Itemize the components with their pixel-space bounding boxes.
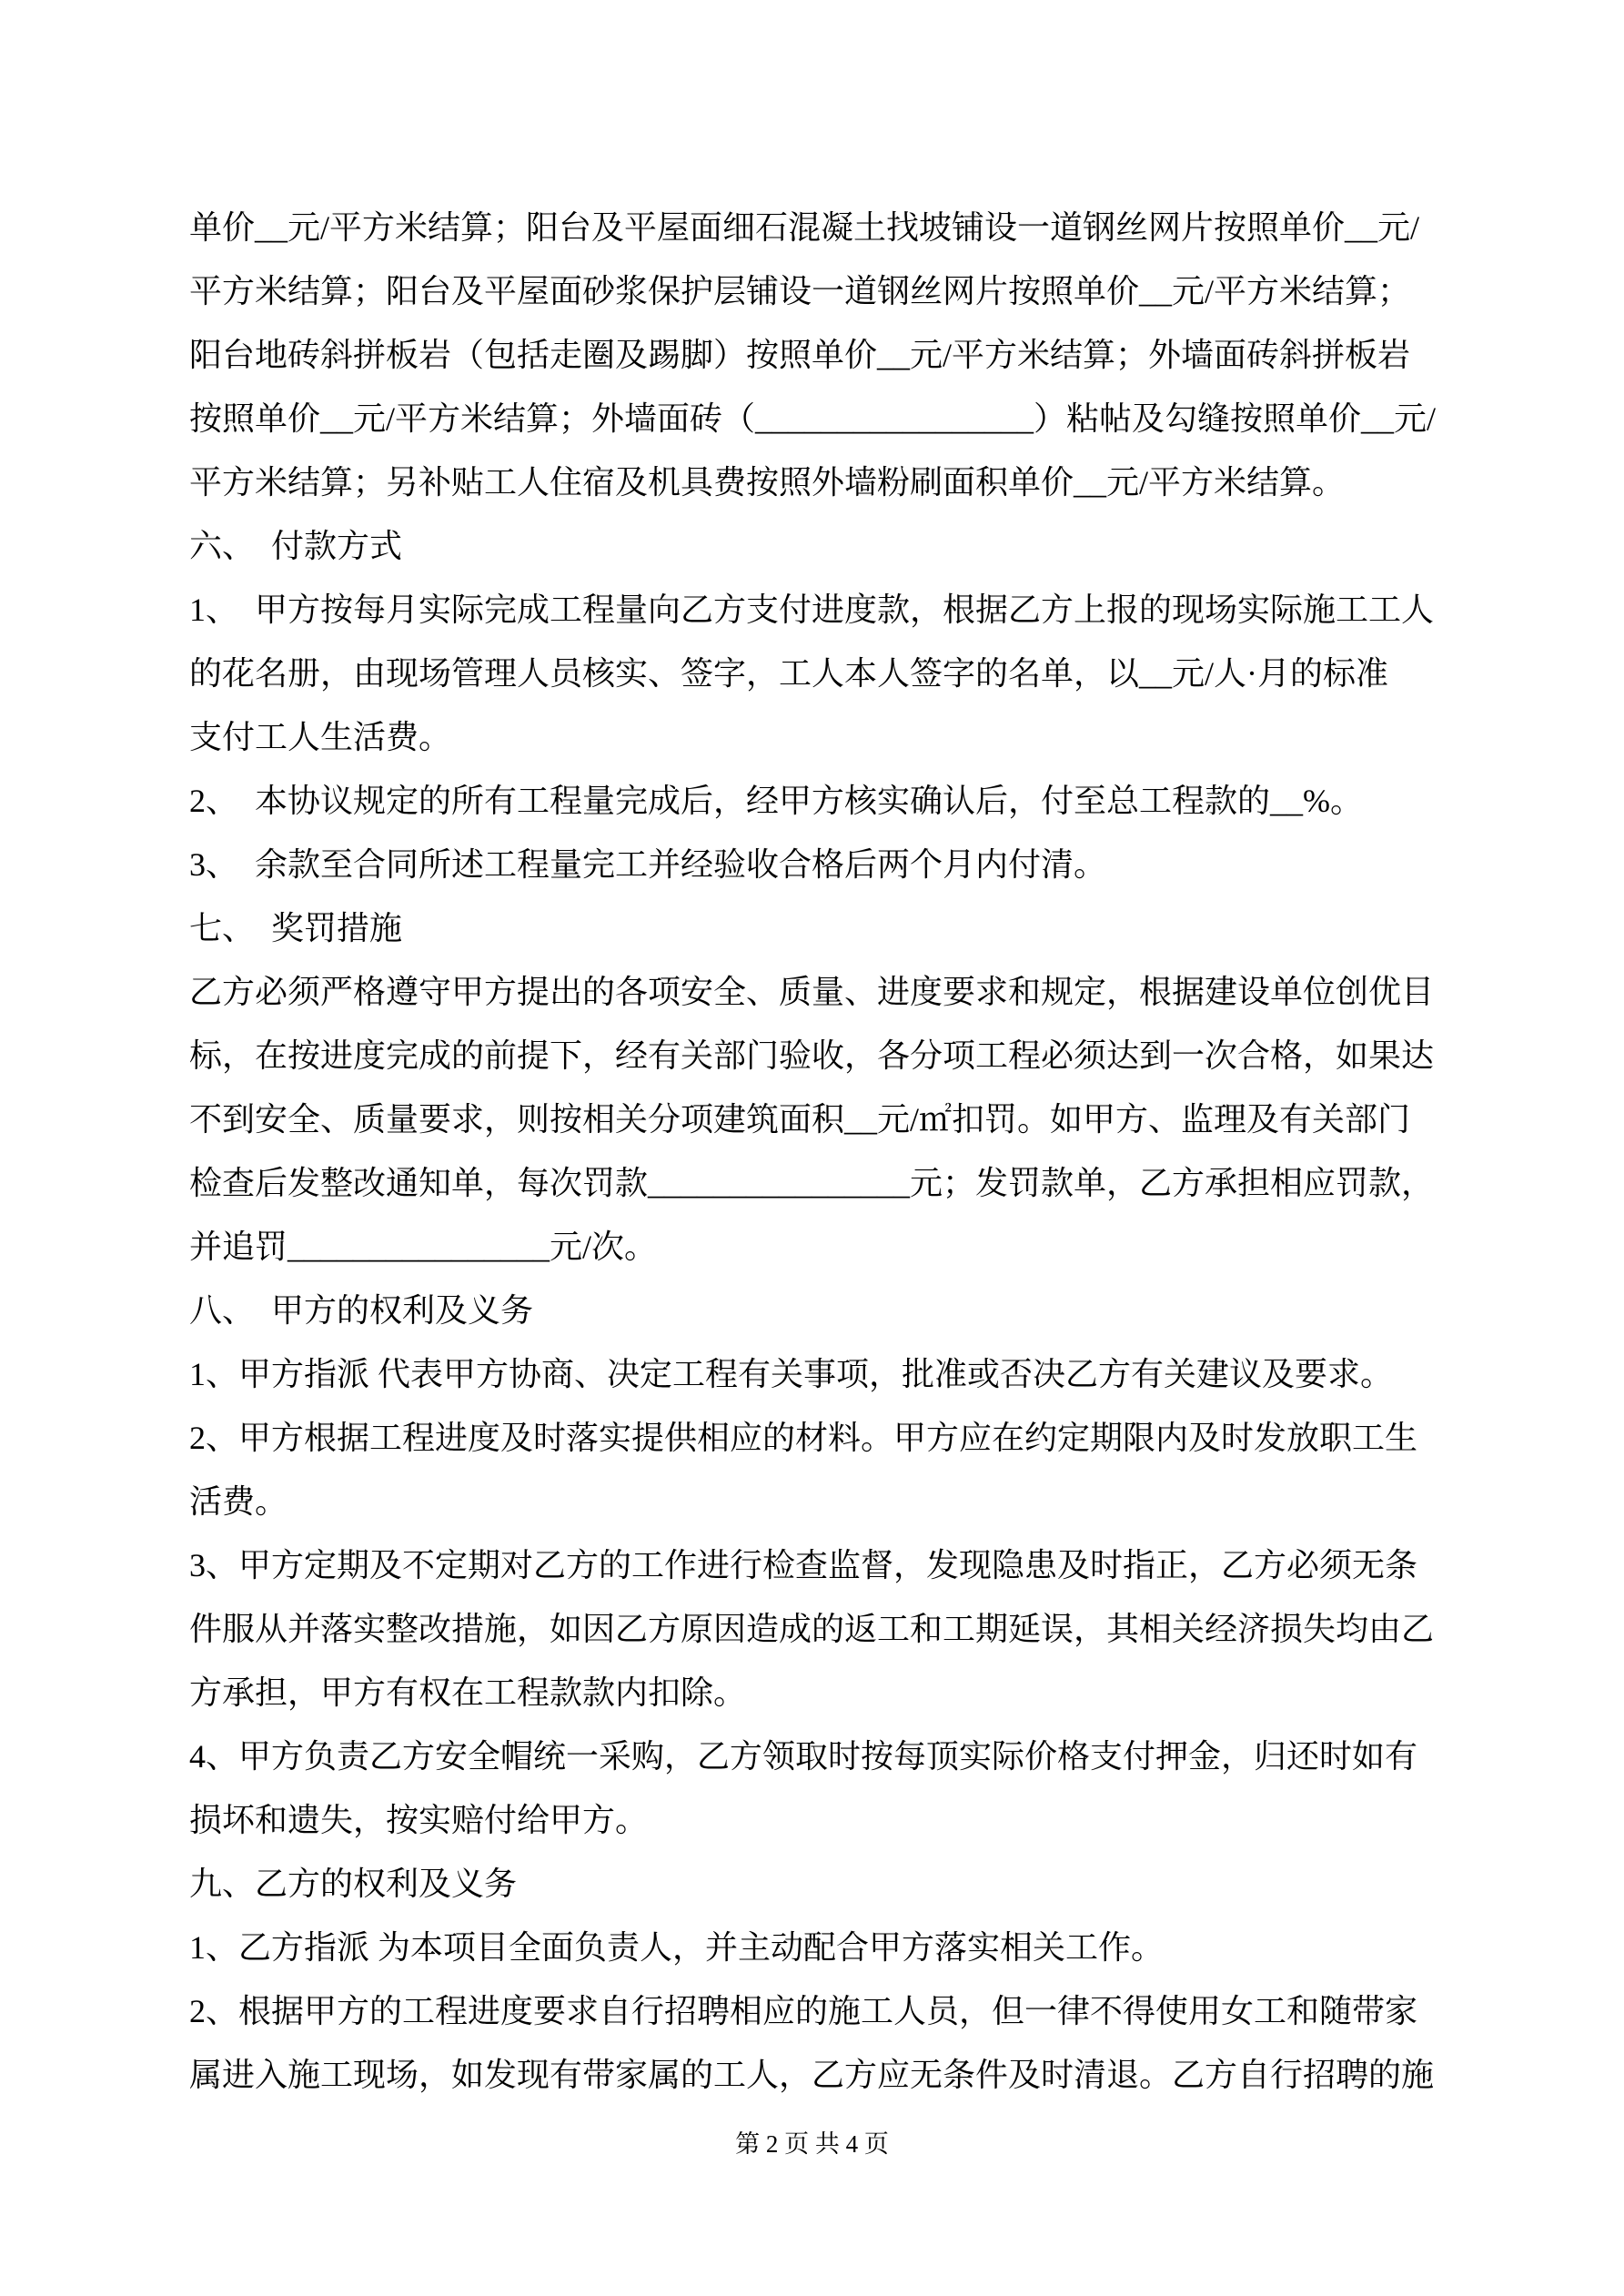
text-line: 阳台地砖斜拼板岩（包括走圈及踢脚）按照单价__元/平方米结算；外墙面砖斜拼板岩 [189,337,1411,373]
text-line: 单价__元/平方米结算；阳台及平屋面细石混凝土找坡铺设一道钢丝网片按照单价__元/ [189,209,1420,246]
text-line: 3、甲方定期及不定期对乙方的工作进行检查监督，发现隐患及时指正，乙方必须无条 [189,1547,1418,1583]
text-line: 2、甲方根据工程进度及时落实提供相应的材料。甲方应在约定期限内及时发放职工生 [189,1420,1418,1456]
text-line: 3、 余款至合同所述工程量完工并经验收合格后两个月内付清。 [189,846,1107,883]
text-line: 4、甲方负责乙方安全帽统一采购，乙方领取时按每顶实际价格支付押金，归还时如有 [189,1738,1418,1775]
document-body [189,196,1437,2107]
text-line: 七、 奖罚措施 [189,910,403,946]
text-line: 标，在按进度完成的前提下，经有关部门验收，各分项工程必须达到一次合格，如果达 [189,1037,1435,1074]
text-line: 六、 付款方式 [189,528,403,564]
text-line: 支付工人生活费。 [189,719,452,755]
text-line: 方承担，甲方有权在工程款款内扣除。 [189,1674,747,1711]
text-line: 1、甲方指派 代表甲方协商、决定工程有关事项，批准或否决乙方有关建议及要求。 [189,1356,1394,1392]
text-line: 不到安全、质量要求，则按相关分项建筑面积__元/㎡扣罚。如甲方、监理及有关部门 [189,1101,1411,1138]
text-line: 九、乙方的权利及义务 [189,1866,518,1902]
text-line: 2、根据甲方的工程进度要求自行招聘相应的施工人员，但一律不得使用女工和随带家 [189,1993,1418,2029]
text-line: 2、 本协议规定的所有工程量完成后，经甲方核实确认后，付至总工程款的__%。 [189,783,1363,819]
text-line: 并追罚________________元/次。 [189,1229,658,1265]
text-line: 1、 甲方按每月实际完成工程量向乙方支付进度款，根据乙方上报的现场实际施工工人 [189,592,1435,628]
text-line: 检查后发整改通知单，每次罚款________________元；发罚款单，乙方承担相应罚款， [189,1165,1435,1201]
text-line: 活费。 [189,1483,288,1520]
text-line: 八、 甲方的权利及义务 [189,1292,534,1329]
text-line: 属进入施工现场，如发现有带家属的工人，乙方应无条件及时清退。乙方自行招聘的施 [189,2057,1435,2093]
text-line: 损坏和遗失，按实赔付给甲方。 [189,1802,649,1838]
text-line: 乙方必须严格遵守甲方提出的各项安全、质量、进度要求和规定，根据建设单位创优目 [189,974,1435,1010]
text-line: 的花名册，由现场管理人员核实、签字，工人本人签字的名单，以__元/人·月的标准 [189,655,1388,692]
text-line: 1、乙方指派 为本项目全面负责人，并主动配合甲方落实相关工作。 [189,1929,1165,1966]
text-line: 平方米结算；阳台及平屋面砂浆保护层铺设一道钢丝网片按照单价__元/平方米结算； [189,273,1411,309]
text-line: 平方米结算；另补贴工人住宿及机具费按照外墙粉刷面积单价__元/平方米结算。 [189,464,1346,501]
page-number-footer: 第 2 页 共 4 页 [735,2130,889,2158]
text-line: 件服从并落实整改措施，如因乙方原因造成的返工和工期延误，其相关经济损失均由乙 [189,1611,1435,1647]
text-line: 按照单价__元/平方米结算；外墙面砖（_________________）粘帖及勾缝按照单价__元/ [189,400,1437,437]
